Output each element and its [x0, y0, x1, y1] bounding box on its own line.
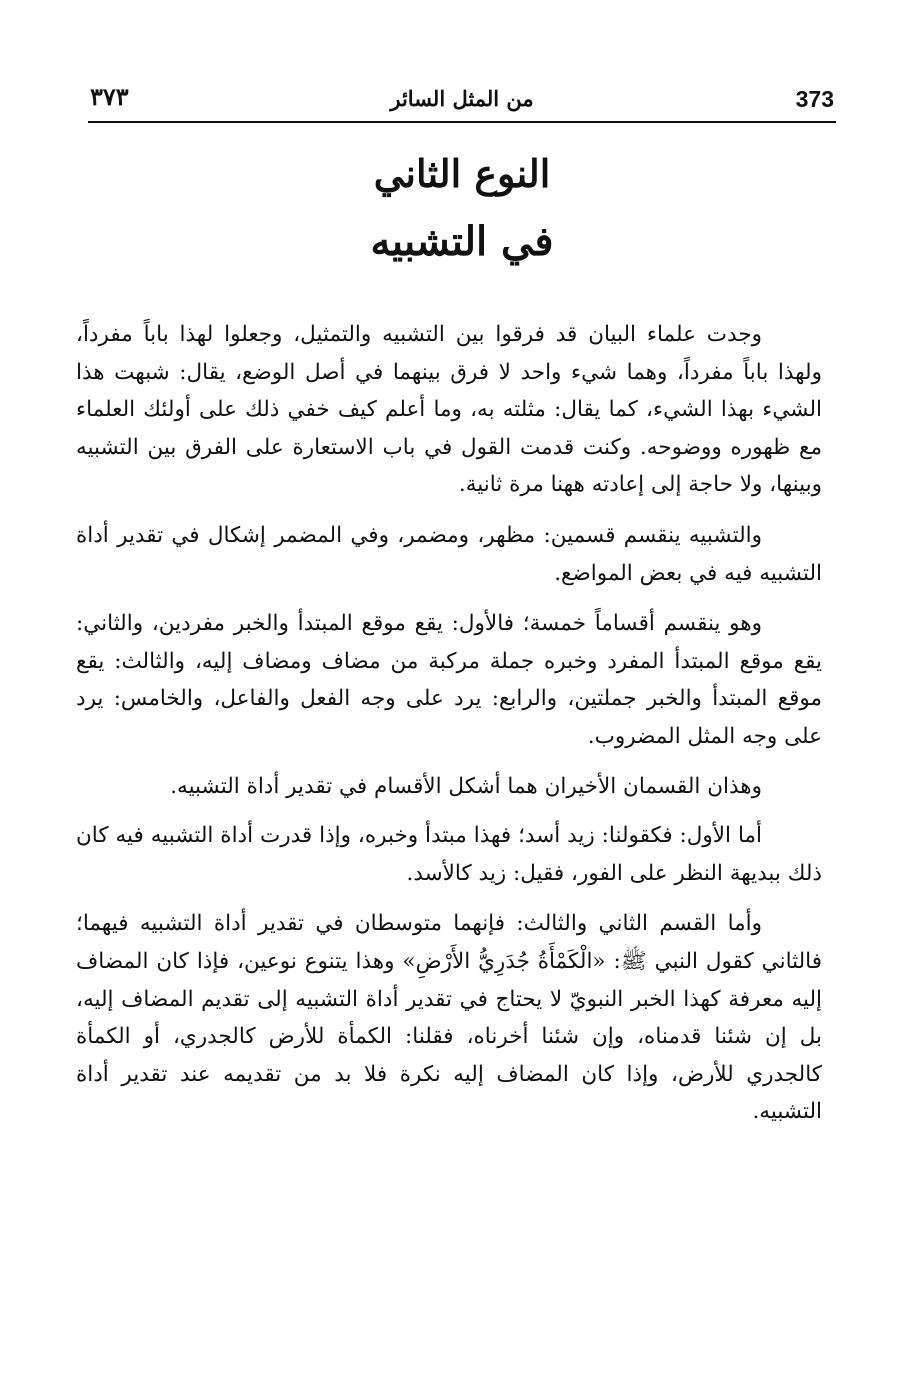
- running-title: من المثل السائر: [390, 86, 534, 111]
- paragraph-first-type: أما الأول: فكقولنا: زيد أسد؛ فهذا مبتدأ وخبره، وإذا قدرت أداة التشبيه فيه كان ذلك ببديهة النظر على الفور، فقيل: زيد كالأسد.: [76, 823, 822, 886]
- chapter-title: النوع الثاني: [373, 151, 551, 196]
- paragraph-divisions: والتشبيه ينقسم قسمين: مظهر، ومضمر، وفي المضمر إشكال في تقدير أداة التشبيه فيه في بعض المواضع.: [76, 522, 822, 586]
- paragraph-intro: وجدت علماء البيان قد فرقوا بين التشبيه والتمثيل، وجعلوا لهذا باباً مفرداً، ولهذا باباً مفرداً، وهما شيء واحد لا فرق بينهما في أصل الوضع، يقال: شبهت هذا الشيء بهذا الشيء، كما يقال: مثلته به، وما أعلم كيف خفي ذلك على أولئك العلماء مع ظهوره ووضوحه. وكنت قدمت القول في باب الاستعارة على الفرق بين التشبيه وبينها، ولا حاجة إلى إعادته ههنا مرة ثانية.: [76, 322, 822, 498]
- paragraph-last-two: وهذان القسمان الأخيران هما أشكل الأقسام في تقدير أداة التشبيه.: [170, 773, 762, 799]
- header-divider: [88, 121, 836, 123]
- chapter-subtitle: في التشبيه: [370, 218, 554, 265]
- page-number-latin: 373: [795, 86, 834, 112]
- body-text: [76, 316, 822, 1144]
- page-number-arabic: ٣٧٣: [90, 82, 129, 111]
- paragraph-second-third-type: وأما القسم الثاني والثالث: فإنهما متوسطان في تقدير أداة التشبيه فيهما؛ فالثاني كقول النبي ﷺ: «الْكَمْأَةُ جُدَرِيُّ الأَرْضِ» وهذا يتنوع نوعين، فإذا كان المضاف إليه معرفة كهذا الخبر النبويّ لا يحتاج في تقدير أداة التشبيه إلى تقديم المضاف إليه، بل إن شئنا قدمناه، وإن شئنا أخرناه، فقلنا: الكمأة للأرض كالجدري، أو الكمأة كالجدري للأرض، وإذا كان المضاف إليه نكرة فلا بد من تقديمه عند تقدير أداة التشبيه.: [76, 911, 822, 1125]
- page-header: [88, 82, 836, 120]
- paragraph-five-types: وهو ينقسم أقساماً خمسة؛ فالأول: يقع موقع المبتدأ والخبر مفردين، والثاني: يقع موقع المبتدأ المفرد وخبره جملة مركبة من مضاف ومضاف إليه، والثالث: يقع موقع المبتدأ والخبر جملتين، والرابع: يرد على وجه الفعل والفاعل، والخامس: يرد على وجه المثل المضروب.: [76, 611, 822, 749]
